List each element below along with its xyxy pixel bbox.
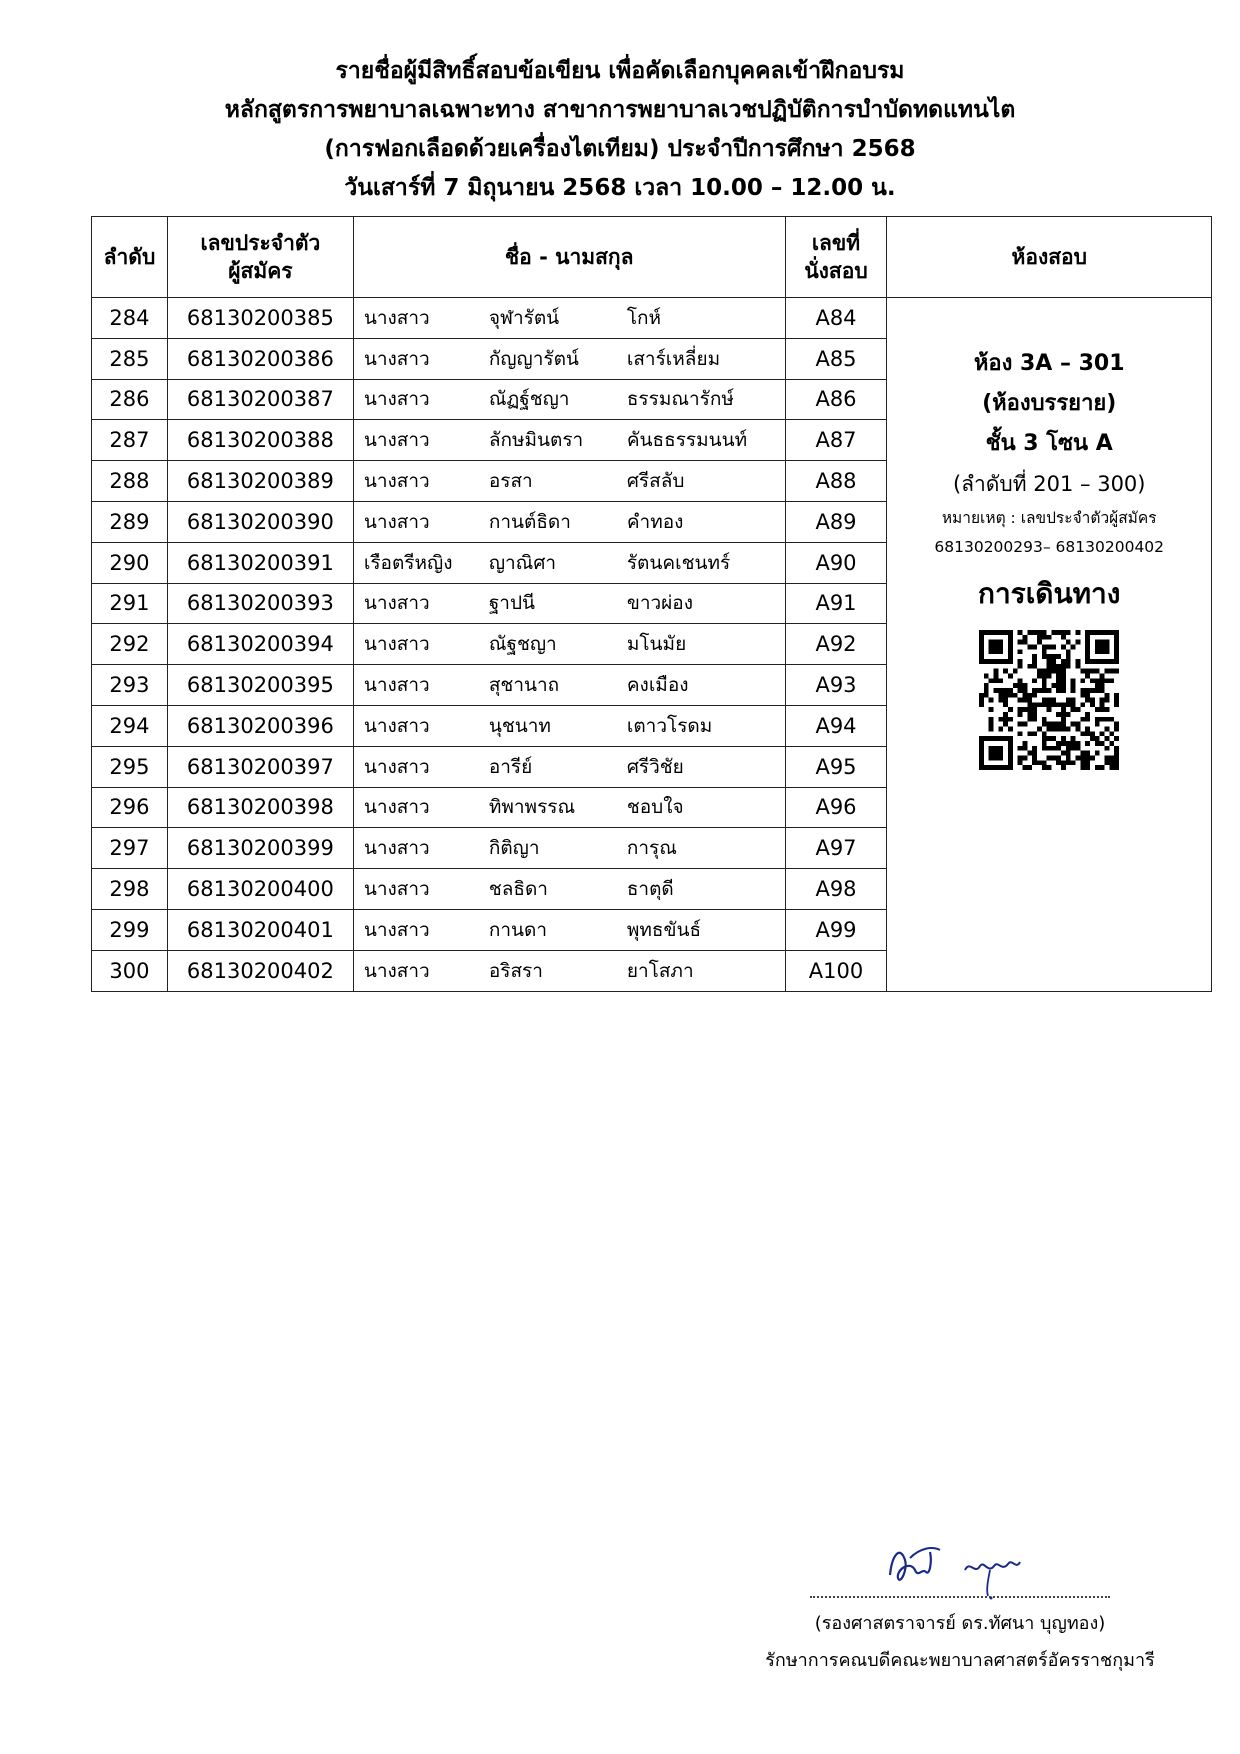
cell-applicant-id: 68130200394 [167, 624, 353, 665]
name-first: ทิพาพรรณ [488, 796, 576, 819]
exam-table [91, 216, 1212, 992]
name-title: นางสาว [363, 755, 430, 778]
name-first: จุฬารัตน์ [488, 306, 560, 329]
header-name: ชื่อ - นามสกุล [353, 217, 785, 298]
cell-seat: A92 [785, 624, 887, 665]
header-id-line2: ผู้สมัคร [228, 259, 293, 283]
cell-name [353, 787, 785, 828]
name-last: การุณ [626, 837, 677, 860]
header-line-2: หลักสูตรการพยาบาลเฉพาะทาง สาขาการพยาบาลเวชปฏิบัติการบำบัดทดแทนไต [224, 97, 1016, 123]
cell-order: 300 [92, 950, 168, 991]
cell-name [353, 624, 785, 665]
cell-applicant-id: 68130200391 [167, 542, 353, 583]
cell-seat: A95 [785, 746, 887, 787]
cell-applicant-id: 68130200390 [167, 501, 353, 542]
cell-name [353, 583, 785, 624]
header-seat-line2: นั่งสอบ [804, 259, 868, 283]
name-first: ฐาปนี [488, 592, 536, 615]
name-first: อรสา [488, 470, 533, 493]
name-last: เตาวโรดม [626, 714, 713, 737]
table-header-row [92, 217, 1212, 298]
name-first: กานต์ธิดา [488, 510, 571, 533]
cell-seat: A97 [785, 828, 887, 869]
header-line-4: วันเสาร์ที่ 7 มิถุนายน 2568 เวลา 10.00 – 12.00 น. [344, 175, 896, 201]
name-title: นางสาว [363, 837, 430, 860]
name-last: ขาวผ่อง [626, 592, 693, 615]
cell-name [353, 379, 785, 420]
name-last: ศรีสลับ [626, 470, 685, 493]
cell-name [353, 338, 785, 379]
cell-order: 295 [92, 746, 168, 787]
cell-seat: A87 [785, 420, 887, 461]
cell-name [353, 746, 785, 787]
cell-seat: A99 [785, 909, 887, 950]
cell-order: 286 [92, 379, 168, 420]
name-first: กิติญา [488, 837, 540, 860]
document-header [0, 52, 1240, 208]
name-first: นุชนาท [488, 714, 551, 737]
name-title: นางสาว [363, 347, 430, 370]
cell-applicant-id: 68130200388 [167, 420, 353, 461]
cell-applicant-id: 68130200398 [167, 787, 353, 828]
cell-name [353, 501, 785, 542]
cell-order: 284 [92, 298, 168, 339]
header-seat-line1: เลขที่ [811, 231, 861, 255]
name-first: ชลธิดา [488, 878, 548, 901]
name-last: โกห์ [626, 306, 662, 329]
header-applicant-id [167, 217, 353, 298]
name-first: ณัฐชญา [488, 633, 557, 656]
cell-name [353, 461, 785, 502]
name-last: รัตนคเชนทร์ [626, 551, 731, 574]
cell-applicant-id: 68130200402 [167, 950, 353, 991]
name-first: อริสรา [488, 959, 543, 982]
room-type: (ห้องบรรยาย) [982, 391, 1117, 416]
name-title: นางสาว [363, 510, 430, 533]
name-last: เสาร์เหลี่ยม [626, 347, 721, 370]
cell-applicant-id: 68130200397 [167, 746, 353, 787]
header-line-3: (การฟอกเลือดด้วยเครื่องไตเทียม) ประจำปีการศึกษา 2568 [324, 136, 916, 162]
room-note-label: หมายเหตุ : เลขประจำตัวผู้สมัคร [941, 509, 1157, 527]
name-last: ธาตุดี [626, 878, 674, 901]
cell-applicant-id: 68130200389 [167, 461, 353, 502]
header-line-1: รายชื่อผู้มีสิทธิ์สอบข้อเขียน เพื่อคัดเลือกบุคคลเข้าฝึกอบรม [335, 58, 905, 84]
cell-applicant-id: 68130200387 [167, 379, 353, 420]
cell-applicant-id: 68130200401 [167, 909, 353, 950]
name-first: ญาณิศา [488, 551, 557, 574]
cell-order: 294 [92, 705, 168, 746]
name-first: กานดา [488, 918, 547, 941]
name-title: นางสาว [363, 878, 430, 901]
cell-applicant-id: 68130200386 [167, 338, 353, 379]
name-title: นางสาว [363, 306, 430, 329]
cell-seat: A89 [785, 501, 887, 542]
cell-applicant-id: 68130200396 [167, 705, 353, 746]
signature-line [810, 1530, 1110, 1598]
cell-order: 297 [92, 828, 168, 869]
name-title: นางสาว [363, 388, 430, 411]
cell-name [353, 665, 785, 706]
name-last: พุทธขันธ์ [626, 918, 702, 941]
name-first: อารีย์ [488, 755, 533, 778]
cell-applicant-id: 68130200385 [167, 298, 353, 339]
cell-name [353, 950, 785, 991]
cell-seat: A98 [785, 869, 887, 910]
header-order: ลำดับ [92, 217, 168, 298]
cell-applicant-id: 68130200399 [167, 828, 353, 869]
name-last: ยาโสภา [626, 959, 694, 982]
name-title: นางสาว [363, 796, 430, 819]
cell-seat: A90 [785, 542, 887, 583]
name-last: ศรีวิชัย [626, 755, 684, 778]
name-last: ธรรมณารักษ์ [626, 388, 734, 411]
cell-order: 289 [92, 501, 168, 542]
name-last: มโนมัย [626, 633, 687, 656]
cell-seat: A100 [785, 950, 887, 991]
cell-order: 299 [92, 909, 168, 950]
cell-name [353, 420, 785, 461]
room-note-ids: 68130200293– 68130200402 [934, 538, 1165, 556]
qr-code-icon[interactable] [979, 630, 1119, 770]
cell-order: 287 [92, 420, 168, 461]
signer-name: (รองศาสตราจารย์ ดร.ทัศนา บุญทอง) [814, 1613, 1106, 1634]
room-floor: ชั้น 3 โซน A [985, 431, 1113, 456]
cell-applicant-id: 68130200395 [167, 665, 353, 706]
name-title: เรือตรีหญิง [363, 551, 453, 574]
name-first: สุชานาถ [488, 674, 560, 697]
name-last: คงเมือง [626, 674, 689, 697]
cell-order: 293 [92, 665, 168, 706]
cell-seat: A86 [785, 379, 887, 420]
signature-block [740, 1530, 1180, 1674]
name-first: กัญญารัตน์ [488, 347, 579, 370]
cell-name [353, 909, 785, 950]
signature-mark [870, 1530, 1050, 1600]
room-range: (ลำดับที่ 201 – 300) [952, 472, 1146, 496]
cell-order: 290 [92, 542, 168, 583]
name-title: นางสาว [363, 470, 430, 493]
cell-seat: A84 [785, 298, 887, 339]
cell-applicant-id: 68130200400 [167, 869, 353, 910]
name-title: นางสาว [363, 592, 430, 615]
name-last: คำทอง [626, 510, 684, 533]
cell-order: 292 [92, 624, 168, 665]
cell-order: 285 [92, 338, 168, 379]
name-last: ชอบใจ [626, 796, 684, 819]
header-seat [785, 217, 887, 298]
name-first: ลักษมินตรา [488, 429, 584, 452]
name-first: ณัฏฐ์ชญา [488, 388, 570, 411]
cell-name [353, 869, 785, 910]
cell-name [353, 298, 785, 339]
signer-position: รักษาการคณบดีคณะพยาบาลศาสตร์อัครราชกุมารี [765, 1650, 1155, 1671]
cell-seat: A88 [785, 461, 887, 502]
cell-seat: A93 [785, 665, 887, 706]
table-row [92, 298, 1212, 339]
name-title: นางสาว [363, 674, 430, 697]
cell-name [353, 542, 785, 583]
cell-seat: A96 [785, 787, 887, 828]
cell-order: 296 [92, 787, 168, 828]
cell-exam-room [887, 298, 1212, 992]
name-title: นางสาว [363, 714, 430, 737]
cell-name [353, 828, 785, 869]
name-title: นางสาว [363, 959, 430, 982]
cell-name [353, 705, 785, 746]
cell-seat: A94 [785, 705, 887, 746]
travel-heading: การเดินทาง [977, 577, 1121, 610]
cell-order: 298 [92, 869, 168, 910]
name-title: นางสาว [363, 429, 430, 452]
cell-applicant-id: 68130200393 [167, 583, 353, 624]
name-title: นางสาว [363, 633, 430, 656]
cell-order: 288 [92, 461, 168, 502]
cell-seat: A85 [785, 338, 887, 379]
header-id-line1: เลขประจำตัว [200, 231, 321, 255]
name-title: นางสาว [363, 918, 430, 941]
cell-order: 291 [92, 583, 168, 624]
header-room: ห้องสอบ [887, 217, 1212, 298]
room-name: ห้อง 3A – 301 [973, 351, 1125, 376]
cell-seat: A91 [785, 583, 887, 624]
name-last: คันธธรรมนนท์ [626, 429, 748, 452]
